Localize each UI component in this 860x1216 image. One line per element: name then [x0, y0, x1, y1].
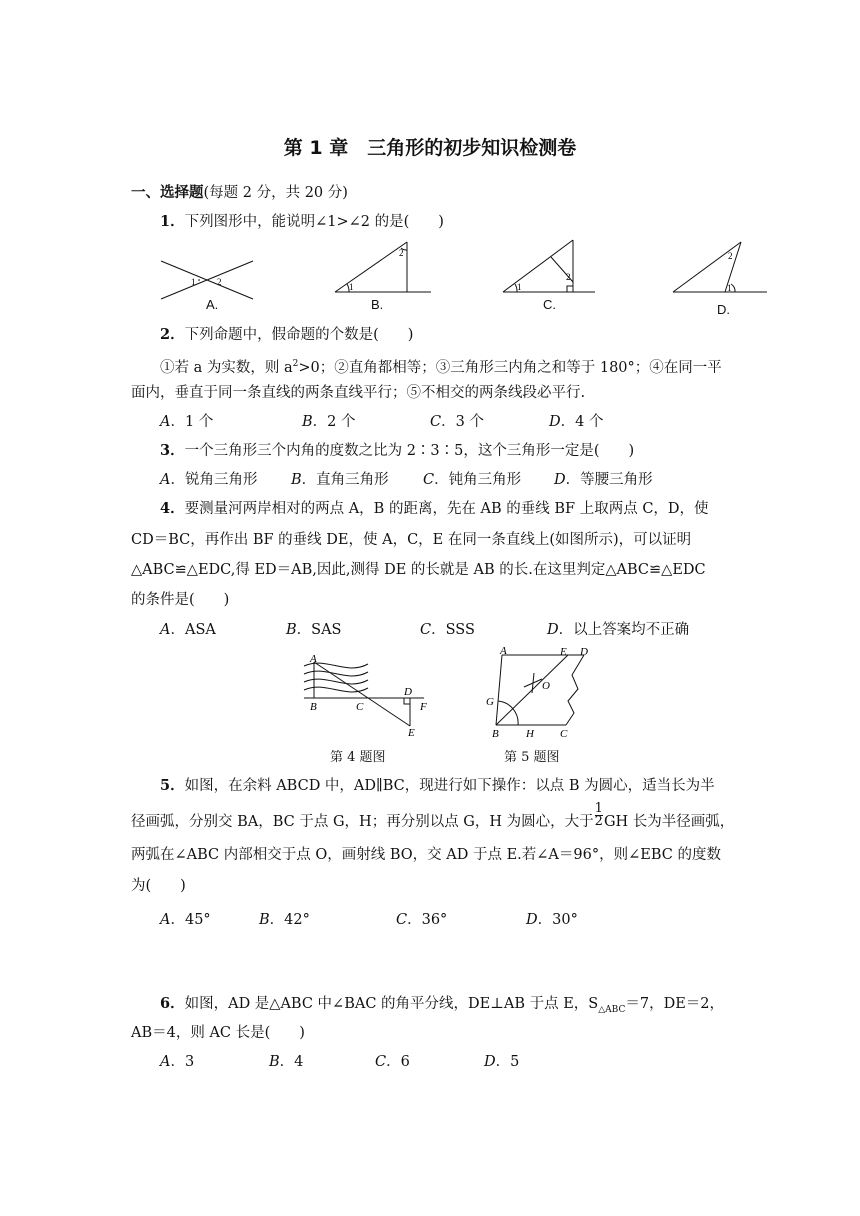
point-label: H — [526, 728, 534, 740]
option-letter: B — [269, 1054, 280, 1070]
q6-option-d — [484, 1052, 519, 1072]
q1-option-c: C. — [543, 297, 556, 312]
q6-line: AB＝4，则 AC 长是( ) — [131, 1025, 305, 1041]
q4-line: CD＝BC，再作出 BF 的垂线 DE，使 A，C，E 在同一条直线上(如图所示)，可以证明 — [131, 532, 692, 548]
q6-option-c — [375, 1052, 410, 1072]
point-label: C — [356, 701, 364, 713]
q2-line1-post: >0；②直角都相等；③三角形三内角之和等于 180°；④在同一平 — [298, 359, 722, 376]
figure-caption: 第 4 题图 — [330, 750, 386, 765]
option-letter: B — [286, 622, 297, 638]
q3-option-d — [554, 470, 653, 490]
q6-subscript: △ABC — [598, 1004, 626, 1015]
option-letter: D — [554, 472, 566, 488]
angle-label-1: 1 — [191, 277, 196, 287]
option-text: ．3 — [170, 1054, 195, 1070]
q5-line — [131, 800, 735, 832]
question-5 — [160, 776, 715, 796]
q5-figure — [484, 645, 594, 740]
q5-line: 两弧在∠ABC 内部相交于点 O，画射线 BO，交 AD 于点 E.若∠A＝96°，则∠EBC 的度数 — [131, 847, 721, 863]
point-label: B — [492, 728, 499, 740]
angle-label-2: 2 — [566, 272, 571, 282]
option-letter: D — [547, 622, 559, 638]
q5-option-b — [259, 910, 310, 930]
option-text: ．36° — [407, 912, 448, 928]
q3-option-a — [160, 470, 257, 490]
option-letter: C — [430, 414, 442, 430]
q2-superscript: 2 — [292, 359, 299, 369]
angle-label-2: 2 — [728, 251, 733, 261]
question-text: 如图，在余料 ABCD 中，AD∥BC，现进行如下操作：以点 B 为圆心，适当长为半 — [184, 778, 715, 794]
q5-option-d — [526, 910, 578, 930]
q1-figure-b — [335, 238, 435, 298]
question-text: 下列命题中，假命题的个数是( ) — [184, 327, 414, 343]
angle-label-2: 2 — [399, 248, 404, 258]
q1-figure-c — [503, 238, 603, 298]
option-text: ．直角三角形 — [301, 472, 389, 488]
option-letter: B — [291, 472, 302, 488]
question-3 — [160, 441, 634, 461]
q2-statement-line: 面内，垂直于同一条直线的两条直线平行；⑤不相交的两条线段必平行. — [131, 385, 586, 401]
q6-option-a — [160, 1052, 194, 1072]
option-text: ．1 个 — [170, 414, 214, 430]
option-letter: C — [375, 1054, 387, 1070]
point-label: G — [486, 696, 494, 708]
q1-option-d: D. — [717, 302, 730, 317]
question-number: 5． — [160, 777, 185, 794]
angle-label-1: 1 — [727, 283, 732, 293]
point-label: D — [404, 686, 412, 698]
angle-label-1: 1 — [349, 282, 354, 292]
option-text: ．SSS — [431, 622, 475, 638]
question-text: 如图，AD 是△ABC 中∠BAC 的角平分线，DE⊥AB 于点 E，S — [184, 996, 599, 1012]
point-label: F — [420, 701, 427, 713]
option-letter: D — [526, 912, 538, 928]
question-number: 4． — [160, 500, 185, 517]
question-number: 3． — [160, 442, 185, 459]
question-text: 要测量河两岸相对的两点 A，B 的距离，先在 AB 的垂线 BF 上取两点 C，D，使 — [184, 501, 709, 517]
section-note: (每题 2 分，共 20 分) — [203, 185, 348, 201]
option-text: ．45° — [170, 912, 211, 928]
q4-option-c — [420, 620, 475, 640]
question-text: 一个三角形三个内角的度数之比为 2∶3∶5，这个三角形一定是( ) — [184, 443, 635, 459]
option-text: ．2 个 — [312, 414, 356, 430]
fraction-numerator: 1 — [594, 800, 603, 816]
point-label: C — [560, 728, 568, 740]
option-letter: D — [484, 1054, 496, 1070]
option-text: ．4 个 — [560, 414, 604, 430]
q4-figure — [296, 650, 436, 740]
q6-option-b — [269, 1052, 303, 1072]
option-letter: A — [160, 622, 171, 638]
option-letter: C — [423, 472, 435, 488]
section-title: 一、选择题 — [131, 184, 204, 201]
q2-option-c — [430, 412, 484, 432]
option-letter: B — [259, 912, 270, 928]
q5-option-a — [160, 910, 211, 930]
q4-option-d — [547, 620, 689, 640]
q2-line1-pre: ①若 a 为实数，则 a — [160, 359, 293, 376]
option-text: ．锐角三角形 — [170, 472, 258, 488]
option-letter: D — [549, 414, 561, 430]
angle-label-1: 1 — [517, 282, 522, 292]
point-label: O — [542, 680, 550, 692]
q2-option-b — [302, 412, 356, 432]
option-text: ．钝角三角形 — [434, 472, 522, 488]
option-letter: A — [160, 472, 171, 488]
option-text: ．4 — [279, 1054, 304, 1070]
option-letter: C — [420, 622, 432, 638]
point-label: A — [310, 653, 317, 665]
point-label: A — [500, 645, 507, 657]
q4-option-a — [160, 620, 216, 640]
fraction-denominator: 2 — [594, 813, 603, 829]
question-number: 1． — [160, 213, 185, 230]
option-text: ．3 个 — [441, 414, 484, 430]
q3-option-c — [423, 470, 521, 490]
page-title: 第 1 章 三角形的初步知识检测卷 — [283, 137, 577, 159]
option-letter: A — [160, 1054, 171, 1070]
option-text: ．6 — [386, 1054, 410, 1070]
q6-line1-post: ＝7，DE＝2， — [625, 996, 725, 1012]
q2-option-a — [160, 412, 213, 432]
q4-option-b — [286, 620, 342, 640]
option-text: ．42° — [269, 912, 310, 928]
option-text: ．以上答案均不正确 — [558, 622, 690, 638]
point-label: E — [560, 646, 567, 658]
option-text: ．等腰三角形 — [565, 472, 653, 488]
option-text: ．30° — [537, 912, 578, 928]
question-6 — [160, 994, 724, 1020]
option-letter: A — [160, 414, 171, 430]
point-label: B — [310, 701, 317, 713]
option-text: ．SAS — [296, 622, 342, 638]
option-letter: C — [396, 912, 408, 928]
question-1 — [160, 212, 444, 232]
fraction — [594, 800, 603, 829]
section-heading — [131, 183, 348, 203]
question-4 — [160, 499, 709, 519]
option-text: ．ASA — [170, 622, 216, 638]
question-number: 6． — [160, 995, 185, 1012]
option-letter: B — [302, 414, 313, 430]
option-letter: A — [160, 912, 171, 928]
q4-line: △ABC≌△EDC,得 ED＝AB,因此,测得 DE 的长就是 AB 的长.在这里判定△ABC≌△EDC — [131, 562, 706, 578]
q5-option-c — [396, 910, 447, 930]
q2-statement-line — [160, 354, 722, 378]
q3-option-b — [291, 470, 389, 490]
q2-option-d — [549, 412, 603, 432]
q4-line: 的条件是( ) — [131, 592, 230, 608]
point-label: D — [580, 646, 588, 658]
question-text: 下列图形中，能说明∠1>∠2 的是( ) — [184, 214, 444, 230]
q5-line2-pre: 径画弧，分别交 BA，BC 于点 G，H；再分别以点 G，H 为圆心，大于 — [131, 814, 594, 830]
q1-option-b: B. — [371, 297, 384, 312]
figure-caption: 第 5 题图 — [504, 750, 560, 765]
angle-label-2: 2 — [217, 277, 222, 287]
question-number: 2． — [160, 326, 185, 343]
q5-line: 为( ) — [131, 878, 186, 894]
q1-figure-d — [673, 238, 773, 298]
question-2 — [160, 325, 413, 345]
q5-line2-post: GH 长为半径画弧， — [603, 814, 735, 830]
option-text: ．5 — [495, 1054, 520, 1070]
q1-option-a: A. — [206, 297, 219, 312]
point-label: E — [408, 727, 415, 739]
